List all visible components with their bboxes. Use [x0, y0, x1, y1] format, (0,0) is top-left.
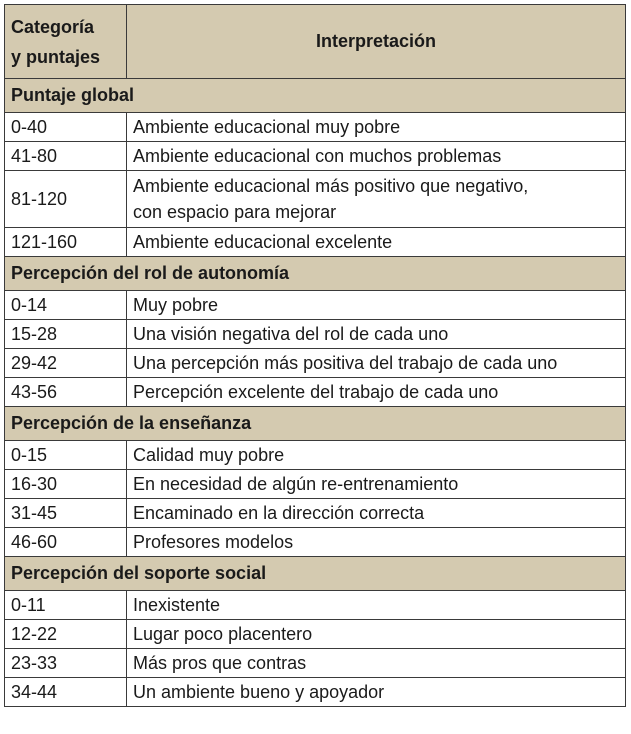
section-title: Percepción del rol de autonomía — [5, 257, 626, 291]
table-row — [5, 171, 626, 228]
interpretation-table — [4, 4, 626, 707]
header-category-scores — [5, 5, 127, 79]
score-range: 0-14 — [5, 291, 127, 320]
interpretation-text: Percepción excelente del trabajo de cada uno — [127, 378, 626, 407]
table-row — [5, 441, 626, 470]
table-row — [5, 499, 626, 528]
interpretation-text-line1: Ambiente educacional más positivo que negativo, — [133, 176, 529, 196]
table-row — [5, 320, 626, 349]
header-category-line1: Categoría — [11, 16, 95, 37]
interpretation-text: Una percepción más positiva del trabajo de cada uno — [127, 349, 626, 378]
interpretation-text-line2: con espacio para mejorar — [133, 202, 337, 222]
score-range: 0-11 — [5, 591, 127, 620]
interpretation-text: Más pros que contras — [127, 649, 626, 678]
table-row — [5, 620, 626, 649]
section-row-autonomy — [5, 257, 626, 291]
table-row — [5, 470, 626, 499]
interpretation-text: Lugar poco placentero — [127, 620, 626, 649]
score-range: 15-28 — [5, 320, 127, 349]
interpretation-text: Ambiente educacional excelente — [127, 228, 626, 257]
interpretation-text: Profesores modelos — [127, 528, 626, 557]
score-range: 121-160 — [5, 228, 127, 257]
score-range: 41-80 — [5, 142, 127, 171]
table-row — [5, 591, 626, 620]
table-row — [5, 291, 626, 320]
table-row — [5, 349, 626, 378]
table-row — [5, 228, 626, 257]
score-range: 43-56 — [5, 378, 127, 407]
section-title: Percepción del soporte social — [5, 557, 626, 591]
interpretation-text: En necesidad de algún re-entrenamiento — [127, 470, 626, 499]
score-range: 34-44 — [5, 678, 127, 707]
interpretation-text: Inexistente — [127, 591, 626, 620]
score-range: 81-120 — [5, 171, 127, 228]
interpretation-text: Muy pobre — [127, 291, 626, 320]
interpretation-text: Ambiente educacional con muchos problemas — [127, 142, 626, 171]
table-row — [5, 113, 626, 142]
table-row — [5, 649, 626, 678]
section-title: Puntaje global — [5, 79, 626, 113]
score-range: 23-33 — [5, 649, 127, 678]
table-row — [5, 378, 626, 407]
header-category-line2: y puntajes — [11, 46, 101, 67]
score-range: 16-30 — [5, 470, 127, 499]
section-row-social-support — [5, 557, 626, 591]
interpretation-text: Una visión negativa del rol de cada uno — [127, 320, 626, 349]
interpretation-text: Encaminado en la dirección correcta — [127, 499, 626, 528]
interpretation-text: Calidad muy pobre — [127, 441, 626, 470]
table-row — [5, 142, 626, 171]
section-row-global-score — [5, 79, 626, 113]
table-row — [5, 528, 626, 557]
section-title: Percepción de la enseñanza — [5, 407, 626, 441]
score-range: 12-22 — [5, 620, 127, 649]
score-range: 0-40 — [5, 113, 127, 142]
header-interpretation: Interpretación — [127, 5, 626, 79]
score-range: 46-60 — [5, 528, 127, 557]
interpretation-text — [127, 171, 626, 228]
score-range: 31-45 — [5, 499, 127, 528]
score-range: 29-42 — [5, 349, 127, 378]
interpretation-text: Ambiente educacional muy pobre — [127, 113, 626, 142]
table-header-row — [5, 5, 626, 79]
interpretation-text: Un ambiente bueno y apoyador — [127, 678, 626, 707]
table-row — [5, 678, 626, 707]
section-row-teaching — [5, 407, 626, 441]
score-range: 0-15 — [5, 441, 127, 470]
